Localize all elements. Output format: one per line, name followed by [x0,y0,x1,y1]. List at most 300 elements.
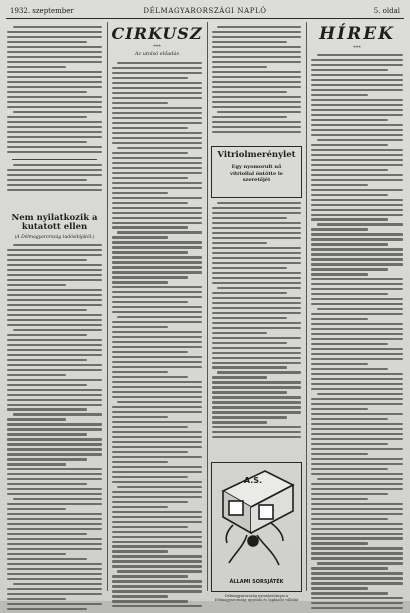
text-line [7,598,66,600]
text-line [112,142,202,144]
text-line [212,366,287,368]
article-headline-nem-nyilatkozik: Nem nyilatkozik a kutatott ellen [11,213,98,232]
text-line [212,237,301,239]
text-line [212,406,301,408]
text-line [212,391,287,393]
text-line [212,247,301,249]
text-line [311,343,388,345]
text-line [7,418,66,420]
text-line [311,577,403,579]
text-line [7,408,87,410]
text-line [311,228,368,230]
text-line [112,446,202,448]
text-block [212,202,301,441]
text-line [7,131,102,133]
text-line [112,431,202,433]
text-line [311,323,403,325]
text-line [311,313,403,315]
text-line [311,587,368,589]
text-line [7,146,102,148]
text-line [311,413,403,415]
text-line [212,71,301,73]
text-line [311,488,403,490]
text-line [112,536,202,538]
column-4 [308,22,406,593]
text-block [311,54,403,612]
text-line [112,202,188,204]
text-line [7,314,102,316]
text-line [112,481,202,483]
text-line [7,468,102,470]
text-line [7,121,102,123]
text-line [112,406,202,408]
text-line [7,364,102,366]
text-line [212,337,301,339]
text-line [117,316,202,318]
text-line [112,341,202,343]
text-line [311,408,368,410]
article-subtitle: Az utolsó előadás [134,51,180,57]
text-line [7,151,102,153]
text-line [212,56,301,58]
text-line [212,76,301,78]
text-line [311,99,403,101]
text-line [7,294,102,296]
text-line [112,346,202,348]
text-line [212,46,301,48]
text-line [112,575,188,577]
text-line [7,438,102,440]
text-block [112,62,202,610]
text-line [7,344,102,346]
text-line [7,254,102,256]
text-line [7,76,102,78]
text-line [13,583,102,585]
text-line [112,127,188,129]
text-line [7,478,102,480]
text-line [7,274,102,276]
text-line [117,62,202,64]
text-line [212,436,301,438]
text-line [311,602,403,604]
text-line [311,119,388,121]
text-line [7,473,102,475]
text-line [212,272,301,274]
text-line [112,381,202,383]
text-line [212,282,301,284]
text-line [7,86,102,88]
text-line [112,157,202,159]
text-line [7,46,102,48]
text-line [212,302,301,304]
text-line [212,416,287,418]
text-line [112,281,168,283]
text-line [7,71,102,73]
text-line [112,236,168,238]
text-line [7,51,102,53]
text-line [112,421,202,423]
text-line [112,177,188,179]
text-line [311,84,403,86]
text-line [311,134,403,136]
text-line [7,284,66,286]
text-line [311,214,403,216]
text-line [311,169,388,171]
text-line [212,96,301,98]
text-line [311,79,403,81]
text-line [317,562,403,564]
text-line [112,182,202,184]
text-line [311,592,388,594]
text-line [112,516,202,518]
text-line [117,570,202,572]
text-line [112,87,202,89]
text-line [7,96,102,98]
text-line [311,607,403,609]
text-line [311,94,368,96]
text-line [311,283,403,285]
text-line [7,374,66,376]
text-line [112,451,188,453]
text-line [112,491,202,493]
text-line [212,81,301,83]
text-line [112,197,202,199]
text-line [112,222,202,224]
text-line [311,483,403,485]
text-line [217,111,301,113]
text-line [311,69,388,71]
text-line [112,321,202,323]
text-line [117,401,202,403]
text-line [112,256,202,258]
text-line [311,443,388,445]
text-line [311,278,403,280]
text-line [7,116,87,118]
text-line [311,199,403,201]
text-line [112,301,188,303]
text-line [311,473,403,475]
text-line [117,231,202,233]
text-line [212,217,287,219]
text-line [311,537,403,539]
text-line [7,334,87,336]
text-line [311,263,403,265]
text-line [112,187,202,189]
text-line [311,218,388,220]
text-line [7,184,102,186]
text-line [212,66,267,68]
text-line [112,580,202,582]
text-line [311,468,388,470]
text-line [7,309,87,311]
article-headline-cirkusz: CIRKUSZ [111,24,203,43]
text-line [112,461,168,463]
text-line [212,106,301,108]
text-line [112,541,202,543]
text-line [112,416,168,418]
text-line [112,550,168,552]
text-line [13,164,102,166]
text-line [112,595,168,597]
text-line [311,184,368,186]
masthead-title: DÉLMAGYARORSZÁGI NAPLÓ [143,7,267,15]
text-line [212,297,301,299]
stars-ornament: *** [353,45,361,51]
text-line [311,398,403,400]
text-line [7,553,66,555]
text-line [7,389,102,391]
text-line [112,376,188,378]
text-line [112,600,188,602]
text-line [112,152,188,154]
text-line [311,303,403,305]
text-line [112,296,202,298]
text-line [112,476,188,478]
text-line [311,453,368,455]
text-line [7,349,102,351]
text-line [311,463,403,465]
text-line [112,276,188,278]
text-line [212,51,301,53]
text-line [212,317,287,319]
text-line [7,169,102,171]
text-line [7,573,102,575]
stars-ornament: *** [153,44,161,50]
text-line [112,67,202,69]
text-line [13,111,102,113]
text-line [112,506,168,508]
text-line [212,421,267,423]
text-line [311,318,368,320]
text-line [112,585,202,587]
text-line [311,547,403,549]
text-line [311,423,403,425]
text-line [311,418,388,420]
text-line [7,36,102,38]
text-line [311,557,403,559]
text-line [112,167,202,169]
text-line [311,288,403,290]
text-line [212,86,301,88]
text-line [7,249,102,251]
text-line [212,41,287,43]
text-line [7,31,102,33]
text-line [311,89,403,91]
text-line [7,423,102,425]
text-line [212,252,301,254]
text-line [117,147,202,149]
text-line [7,428,102,430]
text-line [112,521,202,523]
text-line [311,328,403,330]
text-line [311,448,403,450]
text-line [7,359,87,361]
text-line [112,112,202,114]
text-line [212,101,301,103]
text-line [311,528,403,530]
text-line [112,207,202,209]
text-line [112,356,202,358]
text-line [112,466,202,468]
text-line [7,513,102,515]
text-line [7,588,102,590]
text-line [212,222,301,224]
text-line [7,91,87,93]
text-line [7,339,102,341]
text-line [311,567,388,569]
text-line [112,82,202,84]
text-line [311,428,403,430]
text-line [212,207,301,209]
text-line [212,401,301,403]
text-line [212,36,301,38]
text-line [7,568,102,570]
text-line [112,391,202,393]
text-line [311,383,403,385]
text-line [112,511,202,513]
text-line [212,332,267,334]
text-line [112,102,168,104]
text-line [112,271,202,273]
text-line [212,262,301,264]
separator [12,159,97,160]
text-line [7,563,102,565]
text-line [112,441,202,443]
text-line [112,311,202,313]
text-line [112,306,202,308]
text-line [13,413,102,415]
text-line [311,353,403,355]
text-line [112,172,202,174]
text-line [7,493,102,495]
text-line [7,269,102,271]
text-line [112,92,202,94]
text-line [311,298,403,300]
text-line [311,508,403,510]
text-line [112,545,202,547]
text-line [311,268,388,270]
text-line [212,357,301,359]
text-line [311,388,403,390]
text-line [311,253,403,255]
text-line [212,232,301,234]
text-line [7,264,102,266]
text-line [112,565,202,567]
text-line [7,174,102,176]
text-line [212,411,301,413]
text-line [311,333,403,335]
text-line [212,126,301,128]
text-line [212,386,301,388]
text-line [311,258,403,260]
text-line [311,338,403,340]
text-line [7,304,102,306]
text-line [112,241,202,243]
article-box-vitriol [211,146,302,198]
text-line [212,61,301,63]
text-line [311,159,403,161]
text-line [7,141,87,143]
text-line [7,578,102,580]
text-line [212,381,301,383]
text-line [212,242,267,244]
text-line [112,286,202,288]
text-line [212,327,301,329]
text-line [7,404,102,406]
text-line [7,463,66,465]
text-line [212,362,301,364]
text-line [13,244,102,246]
text-line [7,369,102,371]
text-line [217,371,301,373]
text-line [7,289,102,291]
text-line [311,174,403,176]
text-line [7,259,87,261]
text-line [7,319,102,321]
text-line [212,342,287,344]
text-line [112,122,202,124]
article-headline-vitriol: Vitriolmerénylet [217,150,296,160]
text-line [112,526,188,528]
text-line [7,543,102,545]
lottery-illustration [213,465,302,575]
text-line [311,209,403,211]
text-line [311,552,403,554]
text-line [212,212,301,214]
text-line [311,64,403,66]
text-line [13,26,102,28]
ad-brand: A.S. [243,476,263,485]
text-line [212,31,301,33]
text-line [7,508,66,510]
text-line [112,361,202,363]
text-line [217,287,301,289]
text-line [212,121,301,123]
text-line [311,513,403,515]
text-line [311,368,388,370]
text-line [7,548,102,550]
advertisement [211,462,302,592]
text-line [7,81,102,83]
text-line [212,116,287,118]
text-line [112,226,188,228]
text-line [311,533,403,535]
text-line [317,393,403,395]
text-line [317,139,403,141]
text-line [7,518,102,520]
text-line [311,189,403,191]
text-line [311,293,388,295]
text-line [7,136,102,138]
text-block [212,26,301,136]
text-line [112,261,202,263]
text-line [7,56,102,58]
text-line [112,251,188,253]
text-line [112,605,202,607]
column-rule [207,22,208,591]
text-line [7,101,102,103]
text-line [212,257,301,259]
column-3 [209,22,304,602]
text-line [212,396,301,398]
text-line [112,336,202,338]
text-line [7,189,102,191]
text-line [311,164,403,166]
text-line [217,202,301,204]
text-block [7,164,102,194]
text-line [7,41,87,43]
text-line [7,443,102,445]
